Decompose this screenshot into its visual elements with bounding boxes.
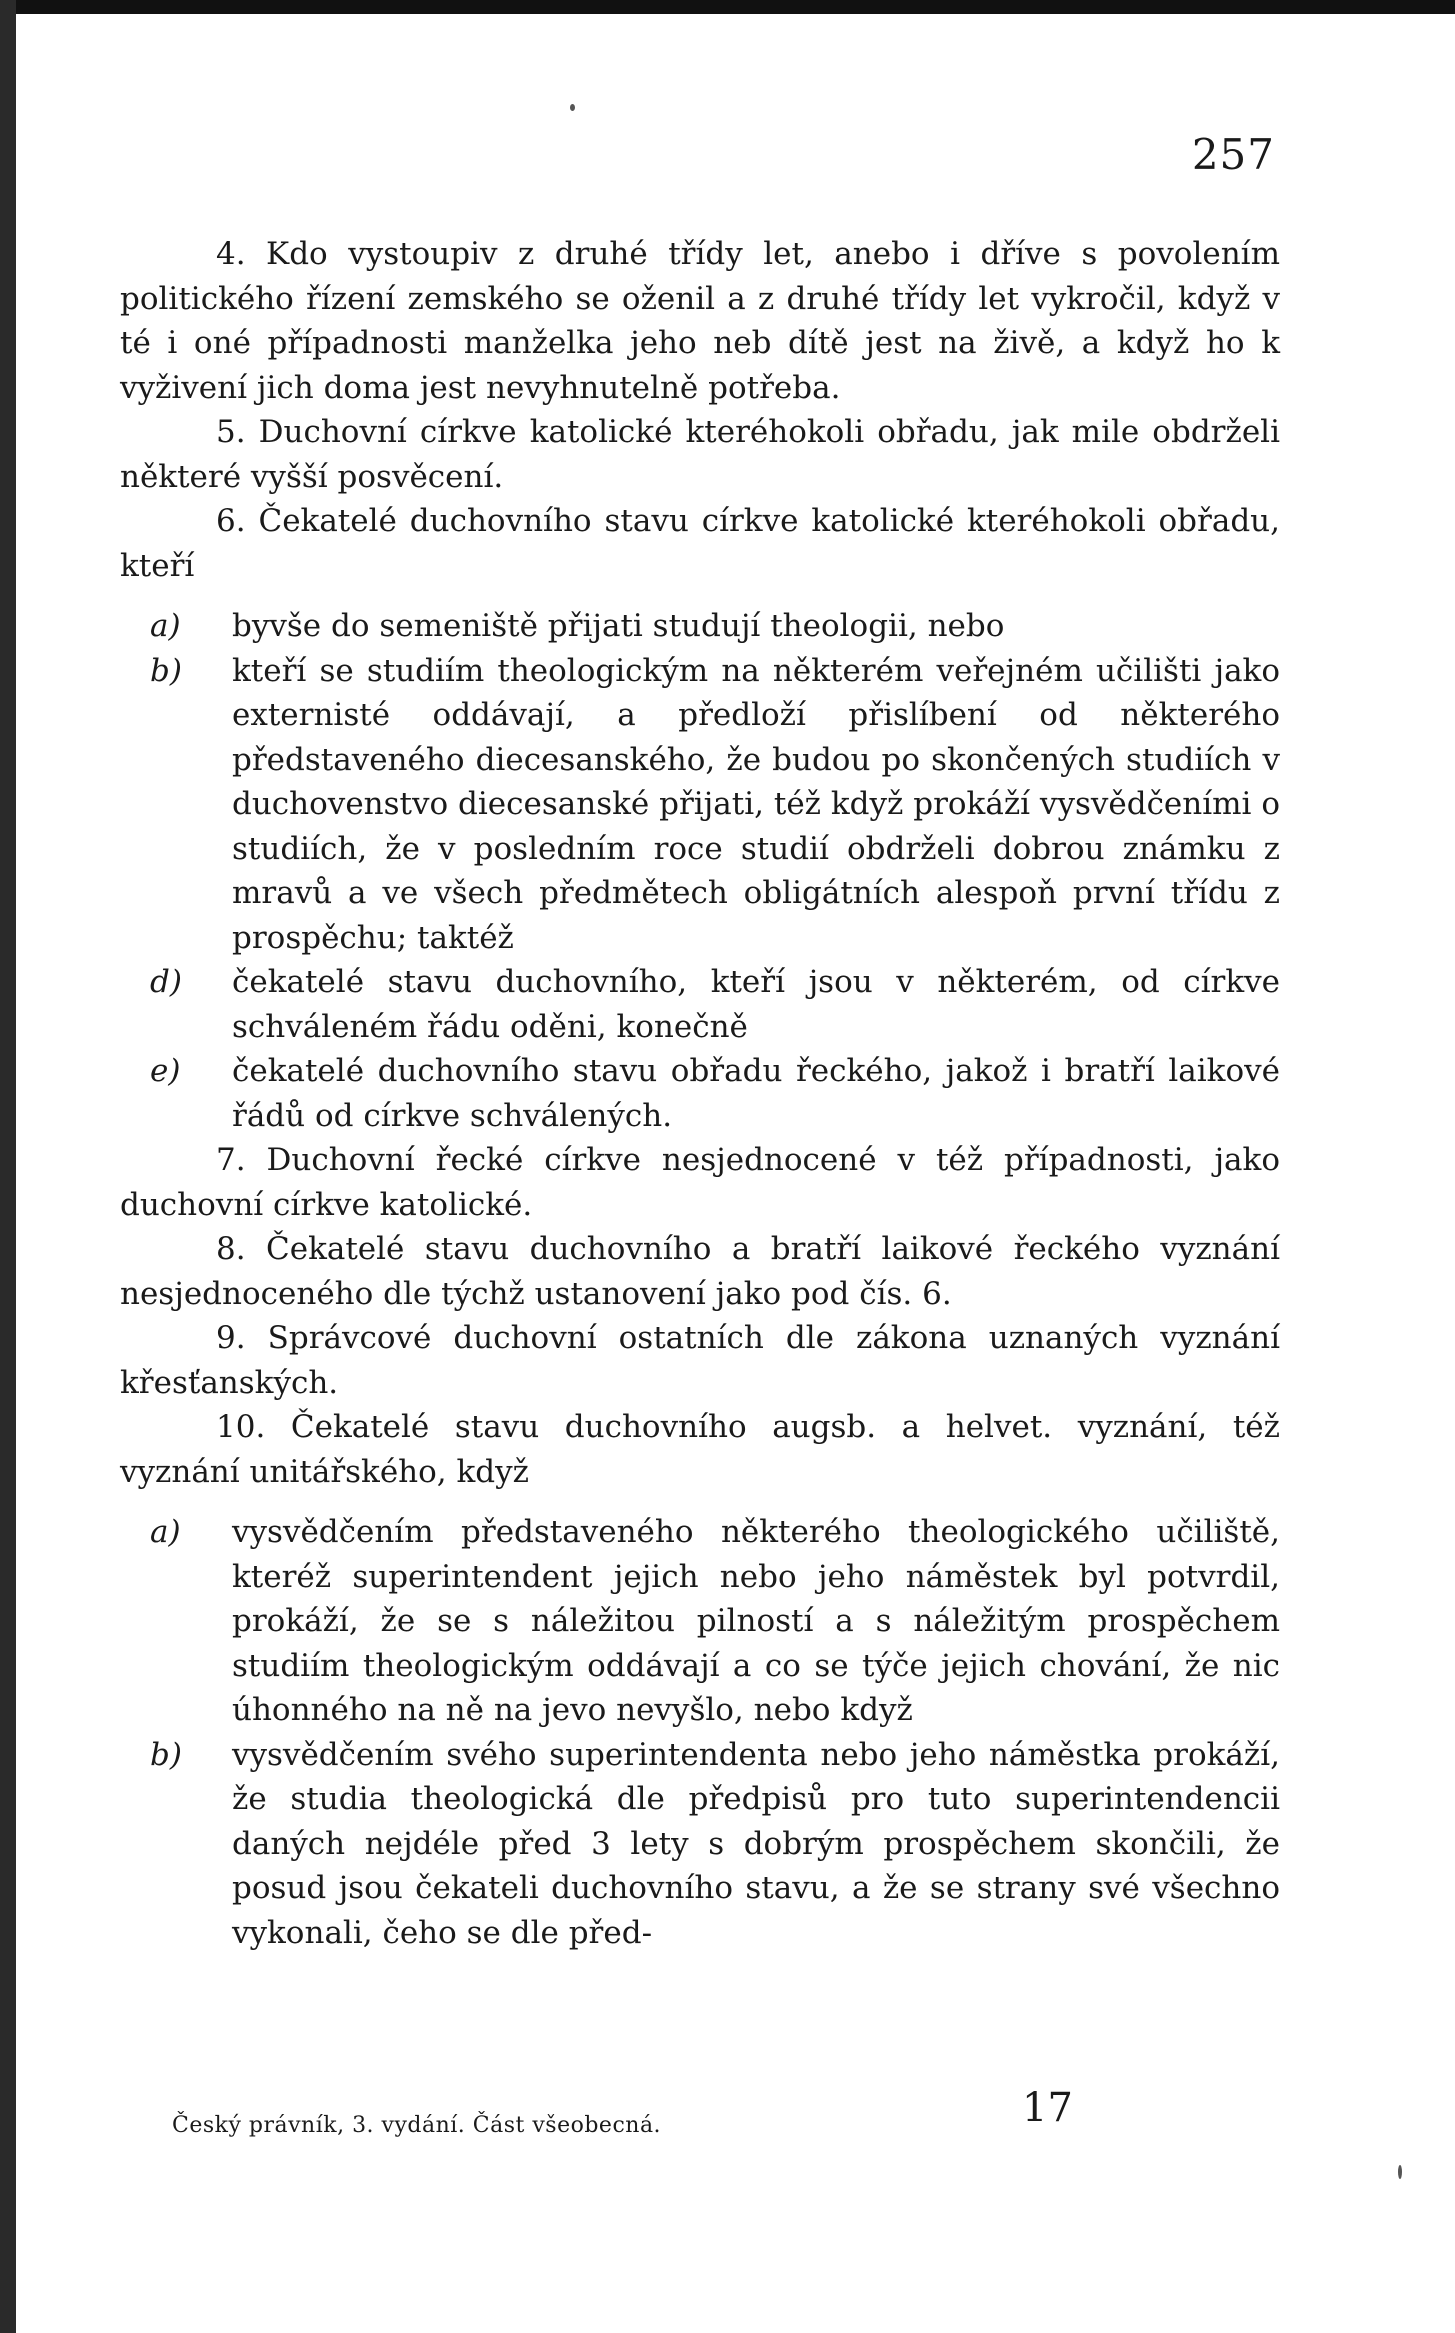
paragraph-6: 6. Čekatelé duchovního stavu církve katolické kteréhokoli obřadu, kteří bbox=[120, 503, 1280, 584]
list-item bbox=[120, 960, 1280, 1049]
list-item-letter: b) bbox=[150, 1736, 182, 1773]
scan-speck bbox=[570, 104, 575, 111]
list-item bbox=[120, 1733, 1280, 1956]
list-item-text: vysvědčením představeného některého theologického učiliště, kteréž superintendent jejich nebo jeho náměstek byl potvrdil, prokáží, že se s náležitou pilností a s náležitým prospěchem studiím theologickým oddávají a co se týče jejich chování, že nic úhonného na ně na jevo nevyšlo, nebo když bbox=[232, 1514, 1280, 1728]
paragraph-10: 10. Čekatelé stavu duchovního augsb. a helvet. vyznání, též vyznání unitářského, když bbox=[120, 1409, 1280, 1490]
list-item-letter: a) bbox=[150, 608, 181, 644]
page-number: 257 bbox=[1191, 130, 1275, 179]
text-body bbox=[120, 232, 1280, 1955]
scan-speck bbox=[1398, 2165, 1402, 2179]
paragraph-4: 4. Kdo vystoupiv z druhé třídy let, anebo i dříve s povolením politického řízení zemského se oženil a z druhé třídy let vykročil, když v té i oné případnosti manželka jeho neb dítě jest na živě, a když ho k vyživení jich doma jest nevyhnutelně potřeba. bbox=[120, 236, 1280, 406]
list-item bbox=[120, 649, 1280, 961]
list-item bbox=[120, 604, 1280, 649]
list-item-letter: b) bbox=[150, 652, 182, 689]
list-item-text: vysvědčením svého superintendenta nebo jeho náměstka prokáží, že studia theologická dle předpisů pro tuto superintendencii daných nejdéle před 3 lety s dobrým prospěchem skončili, že posud jsou čekateli duchovního stavu, a že se strany své všechno vykonali, čeho se dle před- bbox=[232, 1736, 1280, 1951]
footer-signature-mark: 17 bbox=[1022, 2085, 1073, 2131]
list-item-text: čekatelé stavu duchovního, kteří jsou v některém, od církve schváleném řádu oděni, konečně bbox=[232, 964, 1280, 1045]
list-item-letter: e) bbox=[150, 1053, 181, 1089]
list-item-text: čekatelé duchovního stavu obřadu řeckého, jakož i bratří laikové řádů od církve schválených. bbox=[232, 1053, 1280, 1134]
list-item-text: byvše do semeniště přijati studují theologii, nebo bbox=[232, 608, 1005, 644]
scan-edge-top bbox=[0, 0, 1455, 14]
paragraph-5: 5. Duchovní církve katolické kteréhokoli obřadu, jak mile obdrželi některé vyšší posvěcení. bbox=[120, 414, 1280, 495]
paragraph-9: 9. Správcové duchovní ostatních dle zákona uznaných vyznání křesťanských. bbox=[120, 1320, 1280, 1401]
paragraph-6-list bbox=[120, 604, 1280, 1138]
footer-source: Český právník, 3. vydání. Část všeobecná. bbox=[172, 2113, 662, 2138]
list-item-text: kteří se studiím theologickým na některém veřejném učilišti jako externisté oddávají, a předloží přislíbení od některého představeného diecesanského, že budou po skončených studiích v duchovenstvo diecesanské přijati, též když prokáží vysvědčeními o studiích, že v posledním roce studií obdrželi dobrou známku z mravů a ve všech předmětech obligátních alespoň první třídu z prospěchu; taktéž bbox=[232, 652, 1280, 956]
scan-edge-left bbox=[0, 0, 16, 2333]
list-item bbox=[120, 1510, 1280, 1733]
paragraph-8: 8. Čekatelé stavu duchovního a bratří laikové řeckého vyznání nesjednoceného dle týchž ustanovení jako pod čís. 6. bbox=[120, 1231, 1280, 1312]
paragraph-7: 7. Duchovní řecké církve nesjednocené v též případnosti, jako duchovní církve katolické. bbox=[120, 1142, 1280, 1223]
list-item-letter: d) bbox=[150, 964, 182, 1000]
paragraph-10-list bbox=[120, 1510, 1280, 1955]
list-item-letter: a) bbox=[150, 1514, 181, 1550]
list-item bbox=[120, 1049, 1280, 1138]
